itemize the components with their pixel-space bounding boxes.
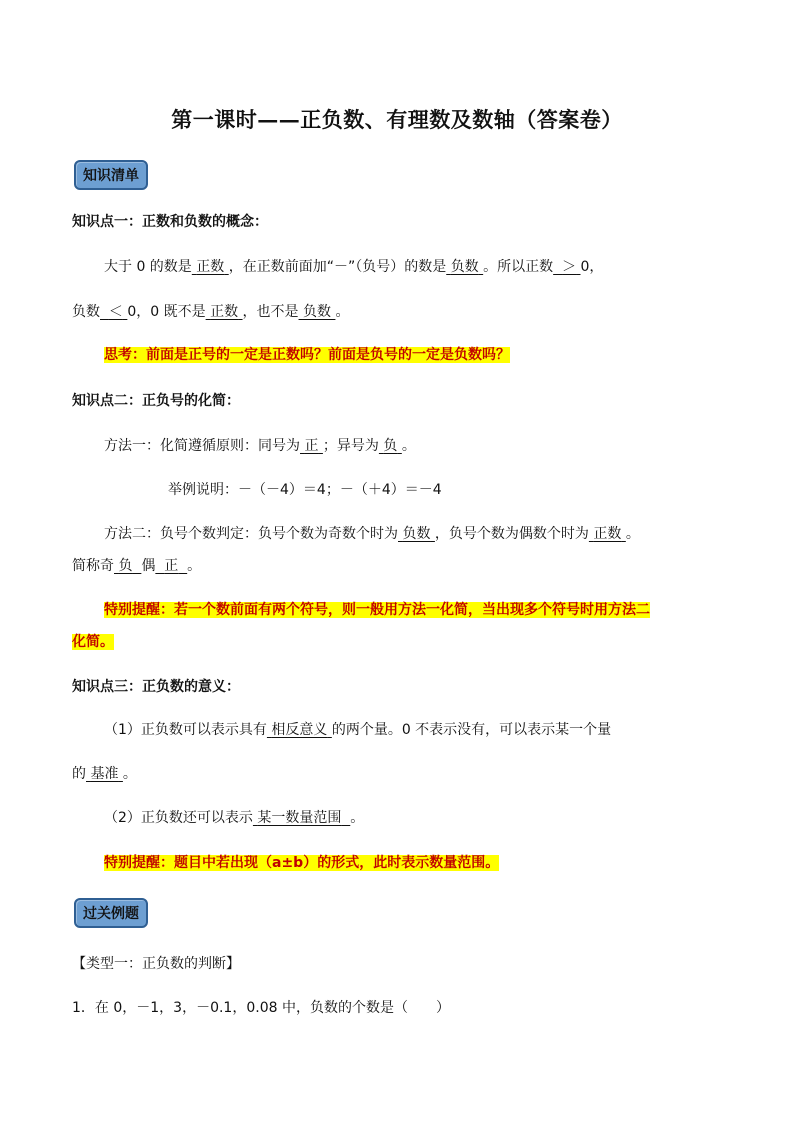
text: 大于 0 的数是 [104, 259, 192, 275]
knowledge-point-1-heading: 知识点一：正数和负数的概念： [72, 214, 268, 230]
text: 0，0 既不是 [127, 304, 206, 320]
think-question: 思考：前面是正号的一定是正数吗？前面是负号的一定是负数吗？ [104, 347, 510, 363]
method-2: 方法二：负号个数判定：负号个数为奇数个时为 负数 ，负号个数为偶数个时为 正数 。 [104, 526, 640, 542]
text: 。 [335, 304, 350, 320]
special-reminder-2: 特别提醒：题目中若出现（a±b）的形式，此时表示数量范围。 [104, 855, 500, 871]
text: ，在正数前面加“－”（负号）的数是 [228, 259, 447, 275]
text: 。所以正数 [483, 259, 554, 275]
answer-blank: ＜ [108, 304, 123, 320]
answer-blank: ＞ [562, 259, 577, 275]
meaning-1: （1）正负数可以表示具有 相反意义 的两个量。0 不表示没有，可以表示某一个量 [104, 722, 612, 738]
text: ，也不是 [242, 304, 299, 320]
method-summary: 简称奇 负 偶 正 。 [72, 558, 202, 574]
answer-blank: 正数 [196, 259, 225, 275]
special-reminder-1-line-1: 特别提醒：若一个数前面有两个符号，则一般用方法一化简，当出现多个符号时用方法二 [104, 602, 650, 618]
section-tag-examples: 过关例题 [74, 898, 148, 928]
method-1: 方法一：化简遵循原则：同号为 正 ；异号为 负 。 [104, 438, 416, 454]
meaning-2: （2）正负数还可以表示 某一数量范围 。 [104, 810, 365, 826]
knowledge-point-3-heading: 知识点三：正负数的意义： [72, 679, 240, 695]
type-1-heading: 【类型一：正负数的判断】 [72, 956, 240, 972]
question-1: 1．在 0，－1，3，－0.1，0.08 中，负数的个数是（ ） [72, 1000, 450, 1016]
knowledge-point-1-line-2 [72, 302, 349, 322]
example-line: 举例说明：－（－4）＝4；－（＋4）＝－4 [168, 482, 442, 498]
meaning-1-cont: 的 基准 。 [72, 766, 137, 782]
page-title: 第一课时——正负数、有理数及数轴（答案卷） [171, 107, 623, 132]
text: 0， [580, 259, 604, 275]
knowledge-point-2-heading: 知识点二：正负号的化简： [72, 393, 240, 409]
answer-blank: 正数 [210, 304, 239, 320]
section-tag-knowledge-list: 知识清单 [74, 160, 148, 190]
text: 负数 [72, 304, 100, 320]
answer-blank: 负数 [302, 304, 331, 320]
answer-blank: 负数 [450, 259, 479, 275]
knowledge-point-1-line-1 [104, 257, 603, 277]
special-reminder-1-line-2: 化简。 [72, 634, 114, 650]
